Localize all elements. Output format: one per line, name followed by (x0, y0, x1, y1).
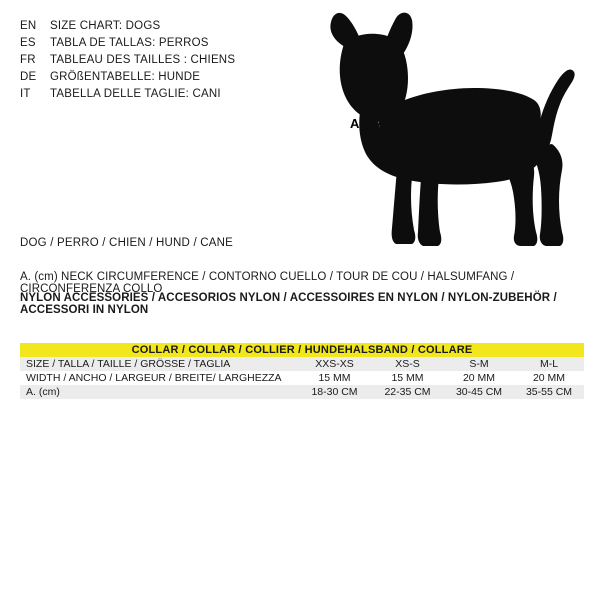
size-table (20, 343, 584, 399)
title-text-en: SIZE CHART: DOGS (50, 20, 161, 32)
language-code-de: DE (20, 71, 37, 83)
width-col-1: 15 MM (298, 371, 371, 385)
measure-label-a: A (350, 116, 360, 131)
table-size-row (20, 357, 584, 371)
language-code-es: ES (20, 37, 36, 49)
title-text-it: TABELLA DELLE TAGLIE: CANI (50, 88, 221, 100)
neck-col-2: 22-35 CM (371, 385, 444, 399)
row-label-width: WIDTH / ANCHO / LARGEUR / BREITE/ LARGHEZZA (20, 371, 298, 385)
size-col-4: M-L (514, 357, 584, 371)
title-row-es (20, 35, 320, 52)
width-col-2: 15 MM (371, 371, 444, 385)
width-col-3: 20 MM (444, 371, 514, 385)
size-table-wrapper (20, 343, 584, 399)
table-row (20, 371, 584, 385)
title-text-es: TABLA DE TALLAS: PERROS (50, 37, 209, 49)
material-note: NYLON ACCESSORIES / ACCESORIOS NYLON / ACCESSOIRES EN NYLON / NYLON-ZUBEHÖR / ACCESSORI IN NYLON (20, 292, 557, 316)
dog-silhouette-illustration (300, 8, 590, 253)
language-code-en: EN (20, 20, 37, 32)
animal-type-note: DOG / PERRO / CHIEN / HUND / CANE (20, 237, 233, 249)
row-label-neck: A. (cm) (20, 385, 298, 399)
title-row-de (20, 69, 320, 86)
size-col-1: XXS-XS (298, 357, 371, 371)
size-col-3: S-M (444, 357, 514, 371)
dog-silhouette-svg (300, 8, 590, 253)
title-text-fr: TABLEAU DES TAILLES : CHIENS (50, 54, 236, 66)
neck-col-1: 18-30 CM (298, 385, 371, 399)
table-header-row (20, 343, 584, 357)
size-col-2: XS-S (371, 357, 444, 371)
title-row-en (20, 18, 320, 35)
width-col-4: 20 MM (514, 371, 584, 385)
title-row-it (20, 86, 320, 103)
language-code-fr: FR (20, 54, 36, 66)
size-row-label: SIZE / TALLA / TAILLE / GRÖSSE / TAGLIA (20, 357, 298, 371)
neck-col-4: 35-55 CM (514, 385, 584, 399)
title-text-de: GRÖßENTABELLE: HUNDE (50, 71, 201, 83)
neck-measure-note: A. (cm) NECK CIRCUMFERENCE / CONTORNO CUELLO / TOUR DE COU / HALSUMFANG / CIRCONFERENZA COLLO (20, 271, 515, 295)
language-title-block (20, 18, 320, 103)
table-row (20, 385, 584, 399)
language-code-it: IT (20, 88, 31, 100)
title-row-fr (20, 52, 320, 69)
neck-col-3: 30-45 CM (444, 385, 514, 399)
table-header-title: COLLAR / COLLAR / COLLIER / HUNDEHALSBAND / COLLARE (20, 343, 584, 357)
